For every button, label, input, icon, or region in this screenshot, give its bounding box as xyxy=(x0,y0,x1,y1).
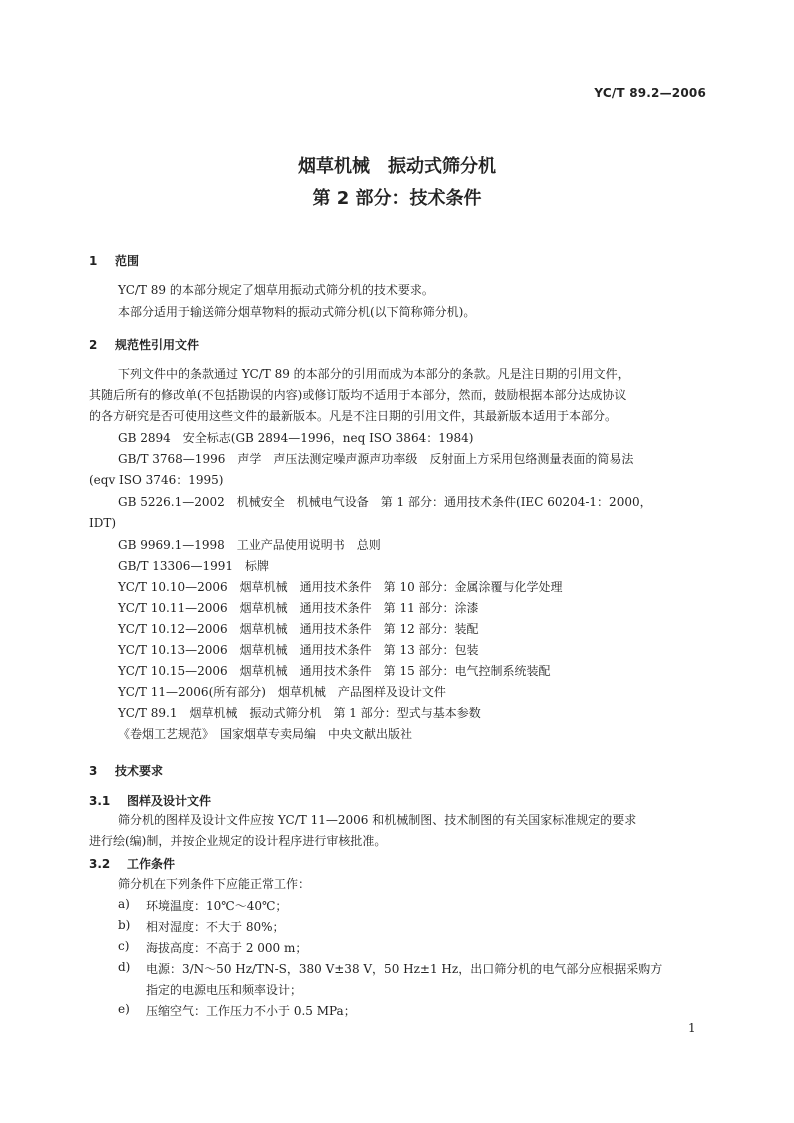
list-marker: b) xyxy=(118,918,131,932)
list-item: 海拔高度：不高于 2 000 m； xyxy=(146,941,308,955)
section-3-heading xyxy=(89,762,163,779)
paragraph-line: 筛分机的图样及设计文件应按 YC/T 11—2006 和机械制图、技术制图的有关国家标准规定的要求 xyxy=(118,813,637,827)
section-1-heading xyxy=(89,252,139,269)
reference-item: 《卷烟工艺规范》 国家烟草专卖局编 中央文献出版社 xyxy=(118,727,413,741)
subsection-number: 3.1 xyxy=(89,794,111,808)
reference-item: GB 9969.1—1998 工业产品使用说明书 总则 xyxy=(118,538,381,552)
paragraph-line: 其随后所有的修改单(不包括勘误的内容)或修订版均不适用于本部分，然而，鼓励根据本部分达成协议 xyxy=(89,388,627,402)
section-number: 3 xyxy=(89,764,98,778)
document-title: 烟草机械 振动式筛分机 xyxy=(298,156,496,177)
list-marker: a) xyxy=(118,897,130,911)
section-title: 技术要求 xyxy=(115,764,164,778)
page-number: 1 xyxy=(688,1021,696,1035)
reference-item: YC/T 10.12—2006 烟草机械 通用技术条件 第 12 部分：装配 xyxy=(118,622,479,636)
list-item: 环境温度：10℃～40℃； xyxy=(146,899,288,913)
paragraph-line: 筛分机在下列条件下应能正常工作： xyxy=(118,877,311,891)
reference-item: YC/T 89.1 烟草机械 振动式筛分机 第 1 部分：型式与基本参数 xyxy=(118,706,481,720)
reference-item: GB/T 3768—1996 声学 声压法测定噪声源声功率级 反射面上方采用包络测量表面的简易法 xyxy=(118,452,634,466)
reference-item: YC/T 10.10—2006 烟草机械 通用技术条件 第 10 部分：金属涂覆与化学处理 xyxy=(118,580,563,594)
section-title: 范围 xyxy=(115,254,140,268)
subsection-3-1-heading xyxy=(89,792,211,809)
list-item: 压缩空气：工作压力不小于 0.5 MPa； xyxy=(146,1004,356,1018)
section-2-heading xyxy=(89,336,199,353)
document-subtitle: 第 2 部分：技术条件 xyxy=(312,188,482,209)
standard-number: YC/T 89.2—2006 xyxy=(594,86,706,100)
list-marker: c) xyxy=(118,939,130,953)
list-marker: e) xyxy=(118,1002,130,1016)
reference-item: YC/T 11—2006(所有部分) 烟草机械 产品图样及设计文件 xyxy=(118,685,446,699)
section-number: 2 xyxy=(89,338,98,352)
reference-item: YC/T 10.15—2006 烟草机械 通用技术条件 第 15 部分：电气控制系统装配 xyxy=(118,664,551,678)
reference-item-continued: (eqv ISO 3746：1995) xyxy=(89,473,224,487)
subsection-title: 图样及设计文件 xyxy=(127,794,212,808)
section-title: 规范性引用文件 xyxy=(115,338,200,352)
paragraph: 本部分适用于输送筛分烟草物料的振动式筛分机(以下简称筛分机)。 xyxy=(118,305,476,319)
paragraph: YC/T 89 的本部分规定了烟草用振动式筛分机的技术要求。 xyxy=(118,283,434,297)
subsection-title: 工作条件 xyxy=(127,857,176,871)
reference-item: GB 2894 安全标志(GB 2894—1996，neq ISO 3864：1984) xyxy=(118,431,474,445)
section-number: 1 xyxy=(89,254,98,268)
list-item: 电源：3/N～50 Hz/TN-S，380 V±38 V，50 Hz±1 Hz，出口筛分机的电气部分应根据采购方 xyxy=(146,962,663,976)
reference-item-continued: IDT) xyxy=(89,516,117,530)
subsection-number: 3.2 xyxy=(89,857,111,871)
paragraph-line: 进行绘(编)制，并按企业规定的设计程序进行审核批准。 xyxy=(89,834,387,848)
list-marker: d) xyxy=(118,960,131,974)
reference-item: GB/T 13306—1991 标牌 xyxy=(118,559,269,573)
paragraph-line: 下列文件中的条款通过 YC/T 89 的本部分的引用而成为本部分的条款。凡是注日期的引用文件， xyxy=(118,367,630,381)
reference-item: YC/T 10.11—2006 烟草机械 通用技术条件 第 11 部分：涂漆 xyxy=(118,601,479,615)
paragraph-line: 的各方研究是否可使用这些文件的最新版本。凡是不注日期的引用文件，其最新版本适用于本部分。 xyxy=(89,409,618,423)
subsection-3-2-heading xyxy=(89,855,175,872)
reference-item: GB 5226.1—2002 机械安全 机械电气设备 第 1 部分：通用技术条件(IEC 60204-1：2000， xyxy=(118,495,652,509)
list-item-continued: 指定的电源电压和频率设计； xyxy=(146,983,303,997)
list-item: 相对湿度：不大于 80%； xyxy=(146,920,285,934)
reference-item: YC/T 10.13—2006 烟草机械 通用技术条件 第 13 部分：包装 xyxy=(118,643,479,657)
